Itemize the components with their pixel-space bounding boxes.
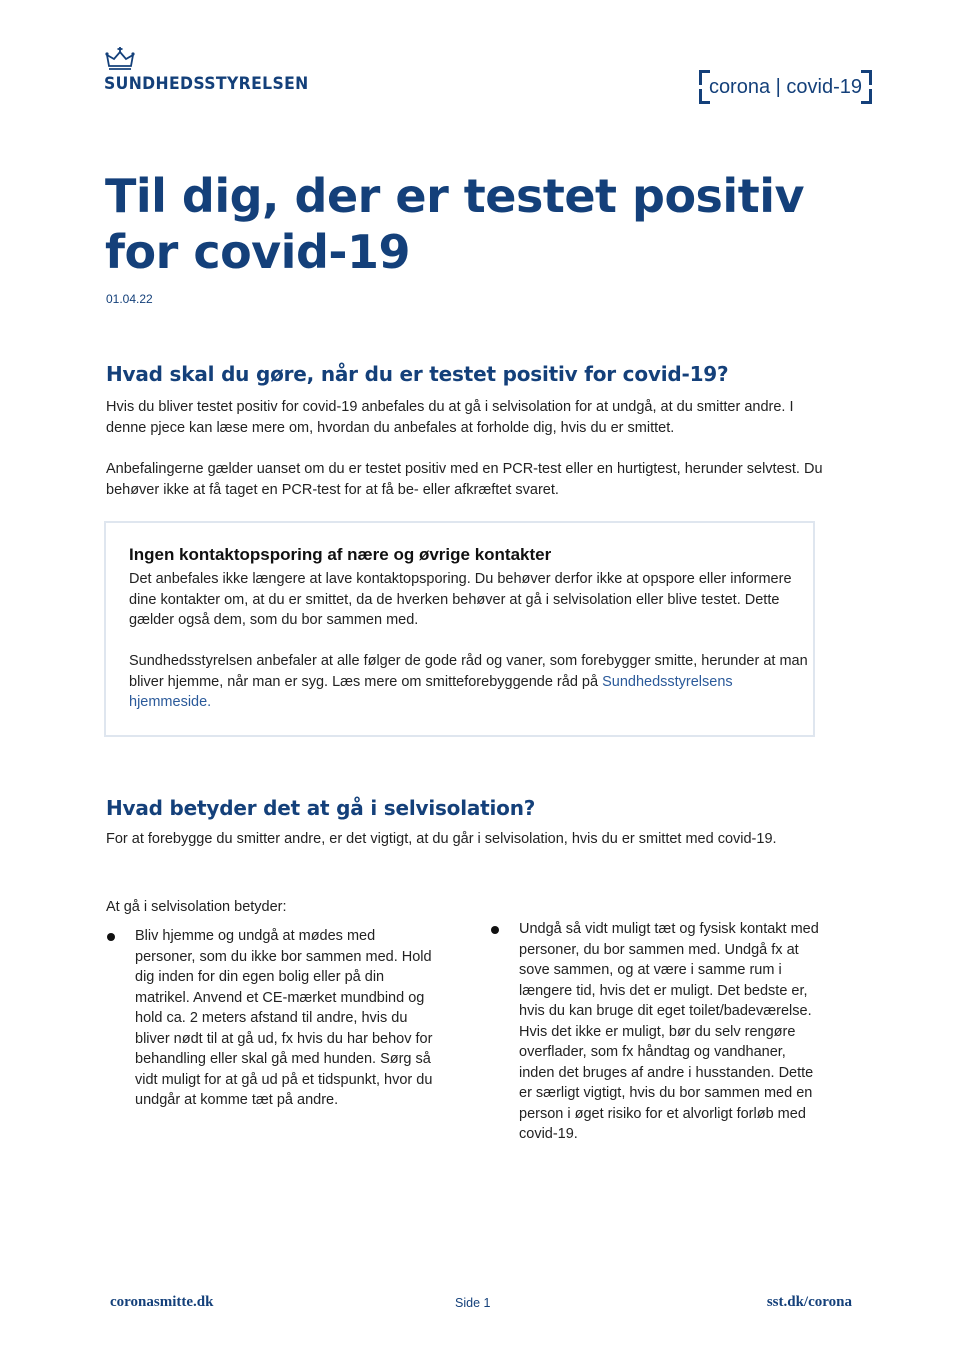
- section-2-heading: Hvad betyder det at gå i selvisolation?: [106, 796, 536, 820]
- section-1-heading: Hvad skal du gøre, når du er testet positiv for covid-19?: [106, 362, 729, 386]
- crown-icon: [105, 46, 135, 72]
- bullet-icon: [107, 933, 115, 941]
- sst-homepage-link[interactable]: Sundhedsstyrelsens hjemmeside.: [129, 673, 733, 710]
- info-box-heading: Ingen kontaktopsporing af nære og øvrige kontakter: [129, 545, 552, 564]
- org-name: SUNDHEDSSTYRELSEN: [104, 74, 309, 94]
- section-2-intro: At gå i selvisolation betyder:: [106, 899, 287, 915]
- page-title: [105, 168, 865, 280]
- corona-covid-mark: [699, 70, 872, 104]
- info-box-paragraph-2-text: Sundhedsstyrelsen anbefaler at alle følger de gode råd og vaner, som forebygger smitte, herunder at man bliver hjemme, når man er syg. Læs mere om smitteforebyggende råd på: [129, 653, 808, 690]
- info-box-paragraph-1: Det anbefales ikke længere at lave kontaktopsporing. Du behøver derfor ikke at opspore eller informere dine kontakter om, at du er smittet, da de hverken behøver at gå i selvisolation eller blive testet. Dette gælder også dem, som du bor sammen med.: [129, 571, 792, 628]
- list-item: [107, 926, 447, 1111]
- footer-right-link[interactable]: sst.dk/corona: [766, 1294, 852, 1310]
- section-1-paragraph-2: Anbefalingerne gælder uanset om du er testet positiv med en PCR-test eller en hurtigtest, herunder selvtest. Du behøver ikke at få taget en PCR-test for at få be- eller afkræftet svaret.: [106, 461, 823, 498]
- list-item: [491, 919, 831, 1145]
- org-logo: [104, 46, 324, 94]
- publication-date: 01.04.22: [106, 292, 153, 306]
- title-line-2: for covid-19: [105, 225, 410, 279]
- title-line-1: Til dig, der er testet positiv: [105, 169, 804, 223]
- section-2-paragraph-1: For at forebygge du smitter andre, er det vigtigt, at du går i selvisolation, hvis du er smittet med covid-19.: [106, 831, 777, 847]
- list-item-text: Bliv hjemme og undgå at mødes med personer, som du ikke bor sammen med. Hold dig inden for din egen bolig eller på din matrikel. Anvend et CE-mærket mundbind og hold ca. 2 meters afstand til andre, hvis du bliver nødt til at gå ud, fx hvis du har behov for behandling eller skal gå med hunden. Sørg så vidt muligt for at gå ud på et tidspunkt, hvor du undgår at komme tæt på andre.: [135, 928, 433, 1108]
- section-1-paragraph-1: Hvis du bliver testet positiv for covid-19 anbefales du at gå i selvisolation for at undgå, at du smitter andre. I denne pjece kan læse mere om, hvordan du anbefales at forholde dig, hvis du er smittet.: [106, 399, 794, 436]
- footer-left-link[interactable]: coronasmitte.dk: [110, 1294, 214, 1310]
- corona-label: corona | covid-19: [708, 76, 862, 98]
- page-number: Side 1: [455, 1296, 491, 1310]
- bullet-icon: [491, 926, 499, 934]
- info-box-paragraph-2: [129, 651, 809, 713]
- list-item-text: Undgå så vidt muligt tæt og fysisk kontakt med personer, du bor sammen med. Undgå fx at sove sammen, og at være i samme rum i længere tid, hvis det er muligt. Det bedste er, hvis du kan bruge dit eget toilet/badeværelse. Hvis det ikke er muligt, bør du selv rengøre overflader, som fx håndtag og vandhaner, inden det bruges af andre i husstanden. Dette er særligt vigtigt, hvis du bor sammen med en person i øget risiko for et alvorligt forløb med covid-19.: [519, 921, 819, 1142]
